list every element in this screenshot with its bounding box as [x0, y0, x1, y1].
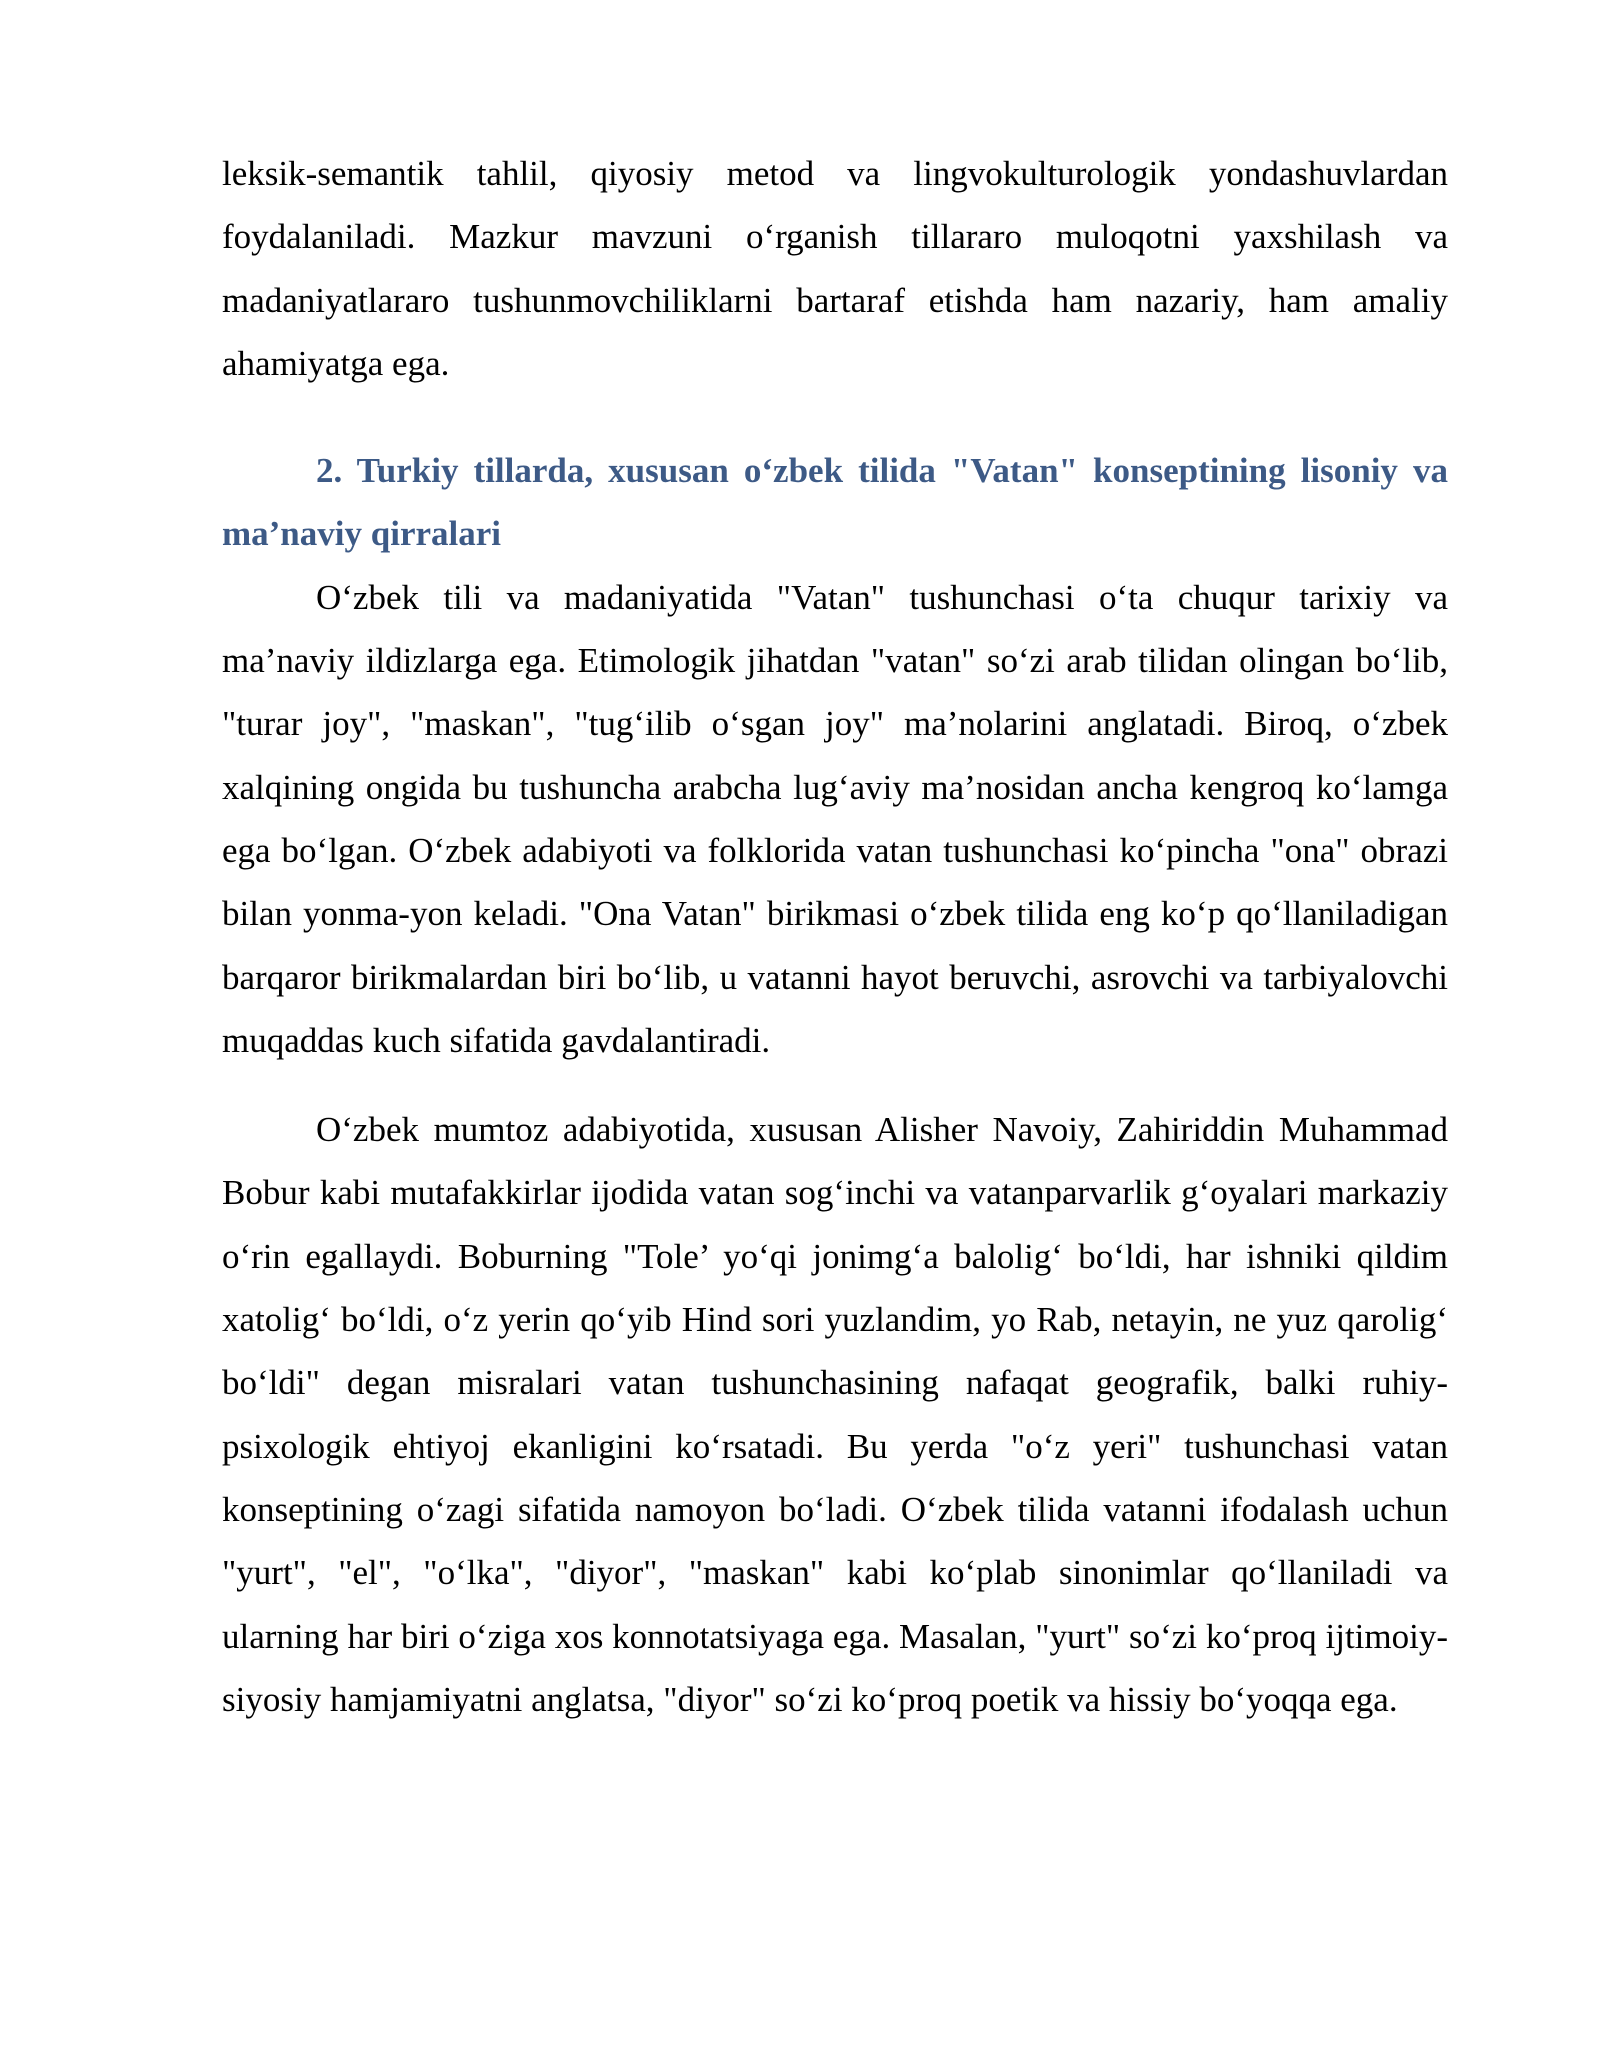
body-paragraph-1: O‘zbek tili va madaniyatida "Vatan" tushunchasi o‘ta chuqur tarixiy va ma’naviy ildizlarga ega. Etimologik jihatdan "vatan" so‘zi arab tilidan olingan bo‘lib, "turar joy", "maskan", "tug‘ilib o‘sgan joy" ma’nolarini anglatadi. Biroq, o‘zbek xalqining ongida bu tushuncha arabcha lug‘aviy ma’nosidan ancha kengroq ko‘lamga ega bo‘lgan. O‘zbek adabiyoti va folklorida vatan tushunchasi ko‘pincha "ona" obrazi bilan yonma-yon keladi. "Ona Vatan" birikmasi o‘zbek tilida eng ko‘p qo‘llaniladigan barqaror birikmalardan biri bo‘lib, u vatanni hayot beruvchi, asrovchi va tarbiyalovchi muqaddas kuch sifatida gavdalantiradi. [222, 577, 1448, 1060]
section-heading: 2. Turkiy tillarda, xususan o‘zbek tilida "Vatan" konseptining lisoniy va ma’naviy qirralari [222, 451, 1448, 554]
document-page [222, 142, 1448, 1731]
body-paragraph-2: O‘zbek mumtoz adabiyotida, xususan Alisher Navoiy, Zahiriddin Muhammad Bobur kabi mutafakkirlar ijodida vatan sog‘inchi va vatanparvarlik g‘oyalari markaziy o‘rin egallaydi. Boburning "Tole’ yo‘qi jonimg‘a balolig‘ bo‘ldi, har ishniki qildim xatolig‘ bo‘ldi, o‘z yerin qo‘yib Hind sori yuzlandim, yo Rab, netayin, ne yuz qarolig‘ bo‘ldi" degan misralari vatan tushunchasining nafaqat geografik, balki ruhiy-psixologik ehtiyoj ekanligini ko‘rsatadi. Bu yerda "o‘z yeri" tushunchasi vatan konseptining o‘zagi sifatida namoyon bo‘ladi. O‘zbek tilida vatanni ifodalash uchun "yurt", "el", "o‘lka", "diyor", "maskan" kabi ko‘plab sinonimlar qo‘llaniladi va ularning har biri o‘ziga xos konnotatsiyaga ega. Masalan, "yurt" so‘zi ko‘proq ijtimoiy-siyosiy hamjamiyatni anglatsa, "diyor" so‘zi ko‘proq poetik va hissiy bo‘yoqqa ega. [222, 1110, 1448, 1719]
intro-paragraph: leksik-semantik tahlil, qiyosiy metod va lingvokulturologik yondashuvlardan foydalaniladi. Mazkur mavzuni o‘rganish tillararo muloqotni yaxshilash va madaniyatlararo tushunmovchiliklarni bartaraf etishda ham nazariy, ham amaliy ahamiyatga ega. [222, 154, 1448, 383]
